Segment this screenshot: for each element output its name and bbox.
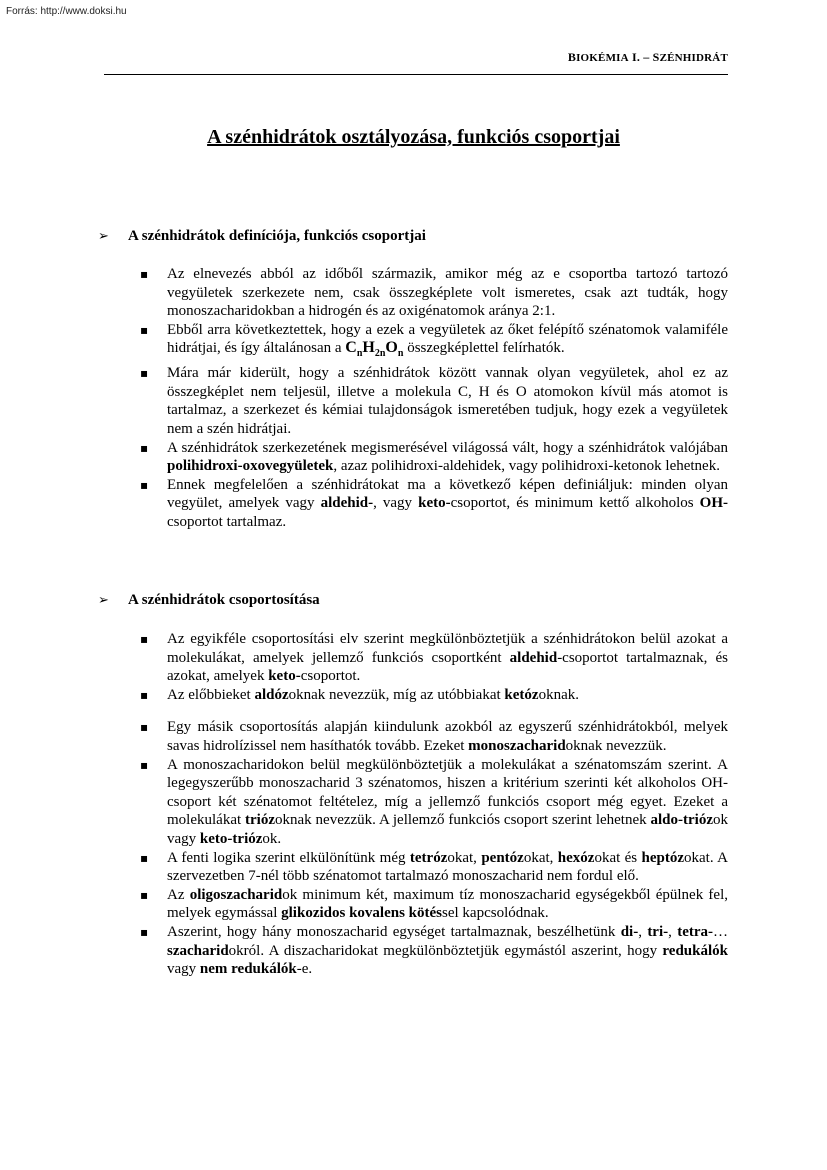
list-item: ▪ Ebből arra következtettek, hogy a ezek a vegyületek az őket felépítő szénatomok valamiféle hidrátjai, és így általánosan a $C_nH_{2n}O_n$ összegképlettel felírhatók. bbox=[142, 321, 728, 364]
running-header: BIOKÉMIA I. – SZÉNHIDRÁT bbox=[567, 50, 728, 64]
list-item: ▪ Az oligoszacharidok minimum két, maximum tíz monoszacharid egységekből épülnek fel, melyek egymással glikozidos kovalens kötéssel kapcsolódnak. bbox=[142, 886, 728, 923]
arrow-bullet-icon: ➢ bbox=[98, 593, 109, 608]
list-item: ▪ Mára már kiderült, hogy a szénhidrátok között vannak olyan vegyületek, ahol ez az összegképlet nem teljesül, illetve a molekula C, H és O atomokon kívül más atomot is tartalmaz, a szerkezet és kémiai tulajdonságok ismeretében tudjuk, hogy ezek a vegyületek nem a szén hidrátjai. bbox=[142, 364, 728, 438]
page-title: A szénhidrátok osztályozása, funkciós csoportjai bbox=[207, 126, 620, 148]
list-item: ▪ Ennek megfelelően a szénhidrátokat ma a következő képen definiáljuk: minden olyan vegyület, amelyek vagy aldehid-, vagy keto-csoportot, és minimum kettő alkoholos OH-csoportot tartalmaz. bbox=[142, 476, 728, 532]
arrow-bullet-icon: ➢ bbox=[98, 229, 109, 244]
section-heading-grouping: ➢ A szénhidrátok csoportosítása bbox=[98, 592, 320, 608]
list-item: ▪ A szénhidrátok szerkezetének megismerésével világossá vált, hogy a szénhidrátok valójában polihidroxi-oxovegyületek, azaz polihidroxi-aldehidek, vagy polihidroxi-ketonok lehetnek. bbox=[142, 439, 728, 476]
list-item: ▪ Az egyikféle csoportosítási elv szerint megkülönböztetjük a szénhidrátokon belül azokat a molekulákat, amelyek jellemző funkciós csoportként aldehid-csoportot tartalmaznak, és azokat, amelyek keto-csoportot. bbox=[142, 630, 728, 686]
grouping-list bbox=[142, 630, 728, 979]
header-rule bbox=[104, 74, 728, 75]
list-item: ▪ Egy másik csoportosítás alapján kiindulunk azokból az egyszerű szénhidrátokból, melyek savas hidrolízissel nem hasíthatók tovább. Ezeket monoszacharidoknak nevezzük. bbox=[142, 718, 728, 755]
list-item: ▪ A monoszacharidokon belül megkülönböztetjük a molekulákat a szénatomszám szerint. A legegyszerűbb monoszacharid 3 szénatomos, hiszen a kritérium szerinti két alkoholos OH-csoport két szénatomot feltételez, míg a jellemző funkciós csoport még egyet. Ezeket a molekulákat triózoknak nevezzük. A jellemző funkciós csoport szerint lehetnek aldo-triózok vagy keto-triózok. bbox=[142, 756, 728, 849]
section-heading-definition: ➢ A szénhidrátok definíciója, funkciós csoportjai bbox=[98, 228, 426, 244]
list-item: ▪ A fenti logika szerint elkülönítünk még tetrózokat, pentózokat, hexózokat és heptózokat. A szervezetben 7-nél több szénatomot tartalmazó monoszacharid nem fordul elő. bbox=[142, 849, 728, 886]
definition-list bbox=[142, 265, 728, 532]
source-url: Forrás: http://www.doksi.hu bbox=[6, 6, 127, 17]
list-item: ▪ Az elnevezés abból az időből származik, amikor még az e csoportba tartozó tartozó vegyületek szerkezete nem, csak összegképlete volt ismeretes, csak azt tudták, hogy monoszacharidokban a hidrogén és az oxigénatomok aránya 2:1. bbox=[142, 265, 728, 321]
list-item: ▪ Aszerint, hogy hány monoszacharid egységet tartalmaznak, beszélhetünk di-, tri-, tetra-… szacharidokról. A diszacharidokat megkülönböztetjük egymástól aszerint, hogy redukálók vagy nem redukálók-e. bbox=[142, 923, 728, 979]
list-item: ▪ Az előbbieket aldózoknak nevezzük, míg az utóbbiakat ketózoknak. bbox=[142, 686, 728, 705]
